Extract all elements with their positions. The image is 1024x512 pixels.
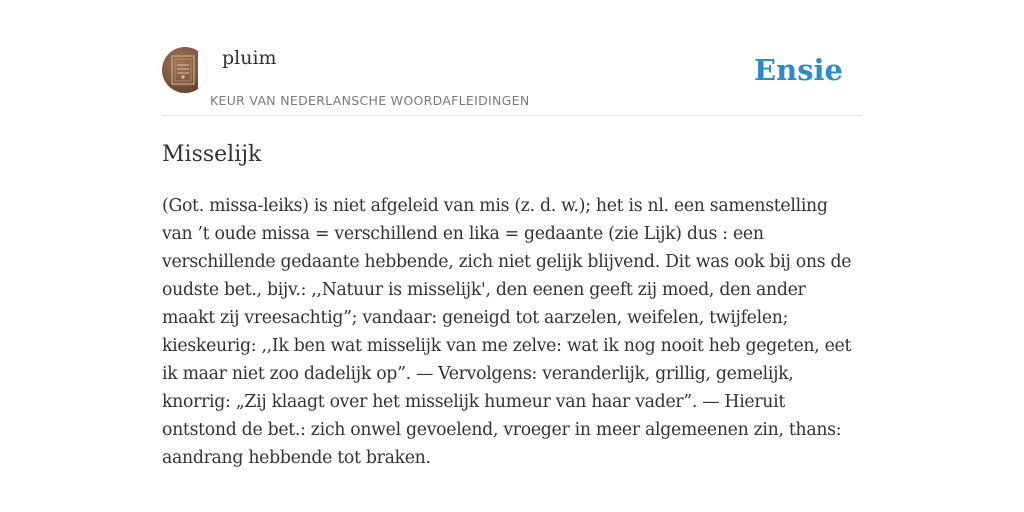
avatar[interactable] xyxy=(162,47,208,93)
username-link[interactable]: pluim xyxy=(222,47,277,69)
entry-title: Misselijk xyxy=(162,142,262,167)
header-divider xyxy=(162,115,862,116)
source-dictionary-link[interactable]: KEUR VAN NEDERLANSCHE WOORDAFLEIDINGEN xyxy=(210,93,530,108)
book-cover-avatar-icon xyxy=(162,47,208,93)
entry-definition: (Got. missa-leiks) is niet afgeleid van mis (z. d. w.); het is nl. een samenstelling van ’t oude missa = verschillend en lika = gedaante (zie Lijk) dus : een verschillende gedaante hebbende, zich niet gelijk blijvend. Dit was ook bij ons de oudste bet., bijv.: ,,Natuur is misselijk', den eenen geeft zij moed, den ander maakt zij vreesachtig”; vandaar: geneigd tot aarzelen, weifelen, twijfelen; kieskeurig: ,,Ik ben wat misselijk van me zelve: wat ik nog nooit heb gegeten, eet ik maar niet zoo dadelijk op”. — Vervolgens: veranderlijk, grillig, gemelijk, knorrig: „Zij klaagt over het misselijk humeur van haar vader”. — Hieruit ontstond de bet.: zich onwel gevoelend, vroeger in meer algemeenen zin, thans: aandrang hebbende tot braken. xyxy=(162,196,852,468)
ensie-logo[interactable]: Ensie xyxy=(754,53,843,87)
